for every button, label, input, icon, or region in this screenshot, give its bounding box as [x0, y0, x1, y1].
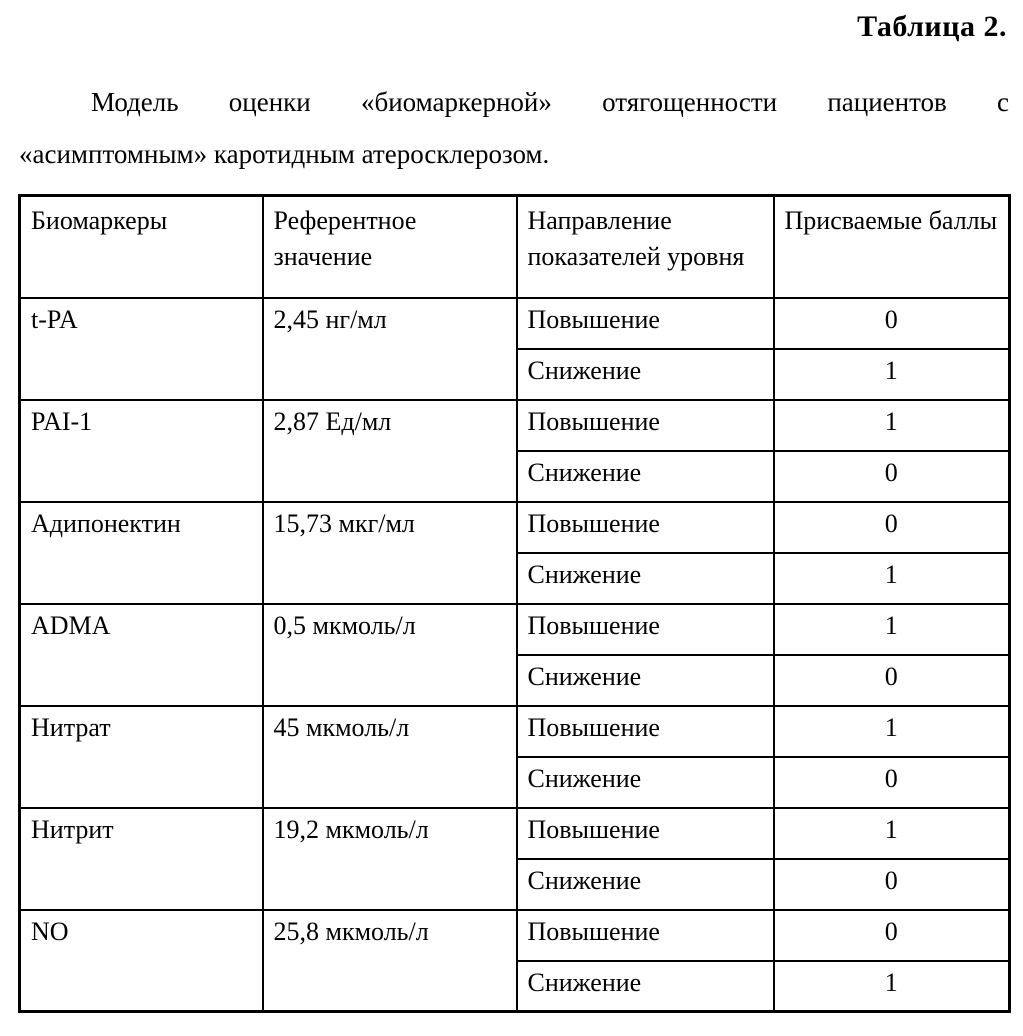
table-body — [20, 298, 1010, 1012]
biomarker-cell: t-PA — [20, 298, 263, 400]
col-header-assigned-points: Присваемые баллы — [774, 196, 1010, 298]
score-cell: 0 — [774, 451, 1010, 502]
col-header-reference-value: Референтное значение — [263, 196, 517, 298]
reference-value-cell: 25,8 мкмоль/л — [263, 910, 517, 1012]
table-row — [20, 910, 1010, 961]
direction-cell: Снижение — [517, 349, 774, 400]
score-cell: 0 — [774, 655, 1010, 706]
reference-value-cell: 0,5 мкмоль/л — [263, 604, 517, 706]
biomarker-scoring-table — [18, 194, 1011, 1013]
score-cell: 1 — [774, 808, 1010, 859]
biomarker-cell: Адипонектин — [20, 502, 263, 604]
score-cell: 0 — [774, 502, 1010, 553]
score-cell: 1 — [774, 349, 1010, 400]
biomarker-cell: Нитрит — [20, 808, 263, 910]
table-row — [20, 400, 1010, 451]
col-header-direction: Направление показателей уровня — [517, 196, 774, 298]
table-row — [20, 298, 1010, 349]
biomarker-cell: Нитрат — [20, 706, 263, 808]
reference-value-cell: 2,87 Ед/мл — [263, 400, 517, 502]
score-cell: 1 — [774, 961, 1010, 1012]
direction-cell: Снижение — [517, 553, 774, 604]
direction-cell: Снижение — [517, 757, 774, 808]
score-cell: 1 — [774, 400, 1010, 451]
direction-cell: Повышение — [517, 808, 774, 859]
col-header-biomarkers: Биомаркеры — [20, 196, 263, 298]
biomarker-cell: ADMA — [20, 604, 263, 706]
direction-cell: Снижение — [517, 655, 774, 706]
direction-cell: Повышение — [517, 298, 774, 349]
table-header-row — [20, 196, 1010, 298]
table-row — [20, 604, 1010, 655]
score-cell: 1 — [774, 706, 1010, 757]
reference-value-cell: 19,2 мкмоль/л — [263, 808, 517, 910]
direction-cell: Снижение — [517, 859, 774, 910]
reference-value-cell: 15,73 мкг/мл — [263, 502, 517, 604]
score-cell: 0 — [774, 859, 1010, 910]
description-paragraph — [19, 76, 1009, 180]
score-cell: 0 — [774, 910, 1010, 961]
table-caption: Таблица 2. — [857, 10, 1007, 43]
biomarker-cell: PAI-1 — [20, 400, 263, 502]
direction-cell: Повышение — [517, 502, 774, 553]
reference-value-cell: 2,45 нг/мл — [263, 298, 517, 400]
score-cell: 1 — [774, 553, 1010, 604]
biomarker-cell: NO — [20, 910, 263, 1012]
paragraph-line-2: «асимптомным» каротидным атеросклерозом. — [19, 139, 550, 169]
direction-cell: Повышение — [517, 910, 774, 961]
score-cell: 1 — [774, 604, 1010, 655]
table-row — [20, 706, 1010, 757]
direction-cell: Повышение — [517, 400, 774, 451]
score-cell: 0 — [774, 757, 1010, 808]
paragraph-line-1: Модель оценки «биомаркерной» отягощенности пациентов с — [91, 87, 1009, 117]
reference-value-cell: 45 мкмоль/л — [263, 706, 517, 808]
table-row — [20, 502, 1010, 553]
direction-cell: Снижение — [517, 961, 774, 1012]
table-row — [20, 808, 1010, 859]
direction-cell: Повышение — [517, 604, 774, 655]
direction-cell: Повышение — [517, 706, 774, 757]
direction-cell: Снижение — [517, 451, 774, 502]
score-cell: 0 — [774, 298, 1010, 349]
